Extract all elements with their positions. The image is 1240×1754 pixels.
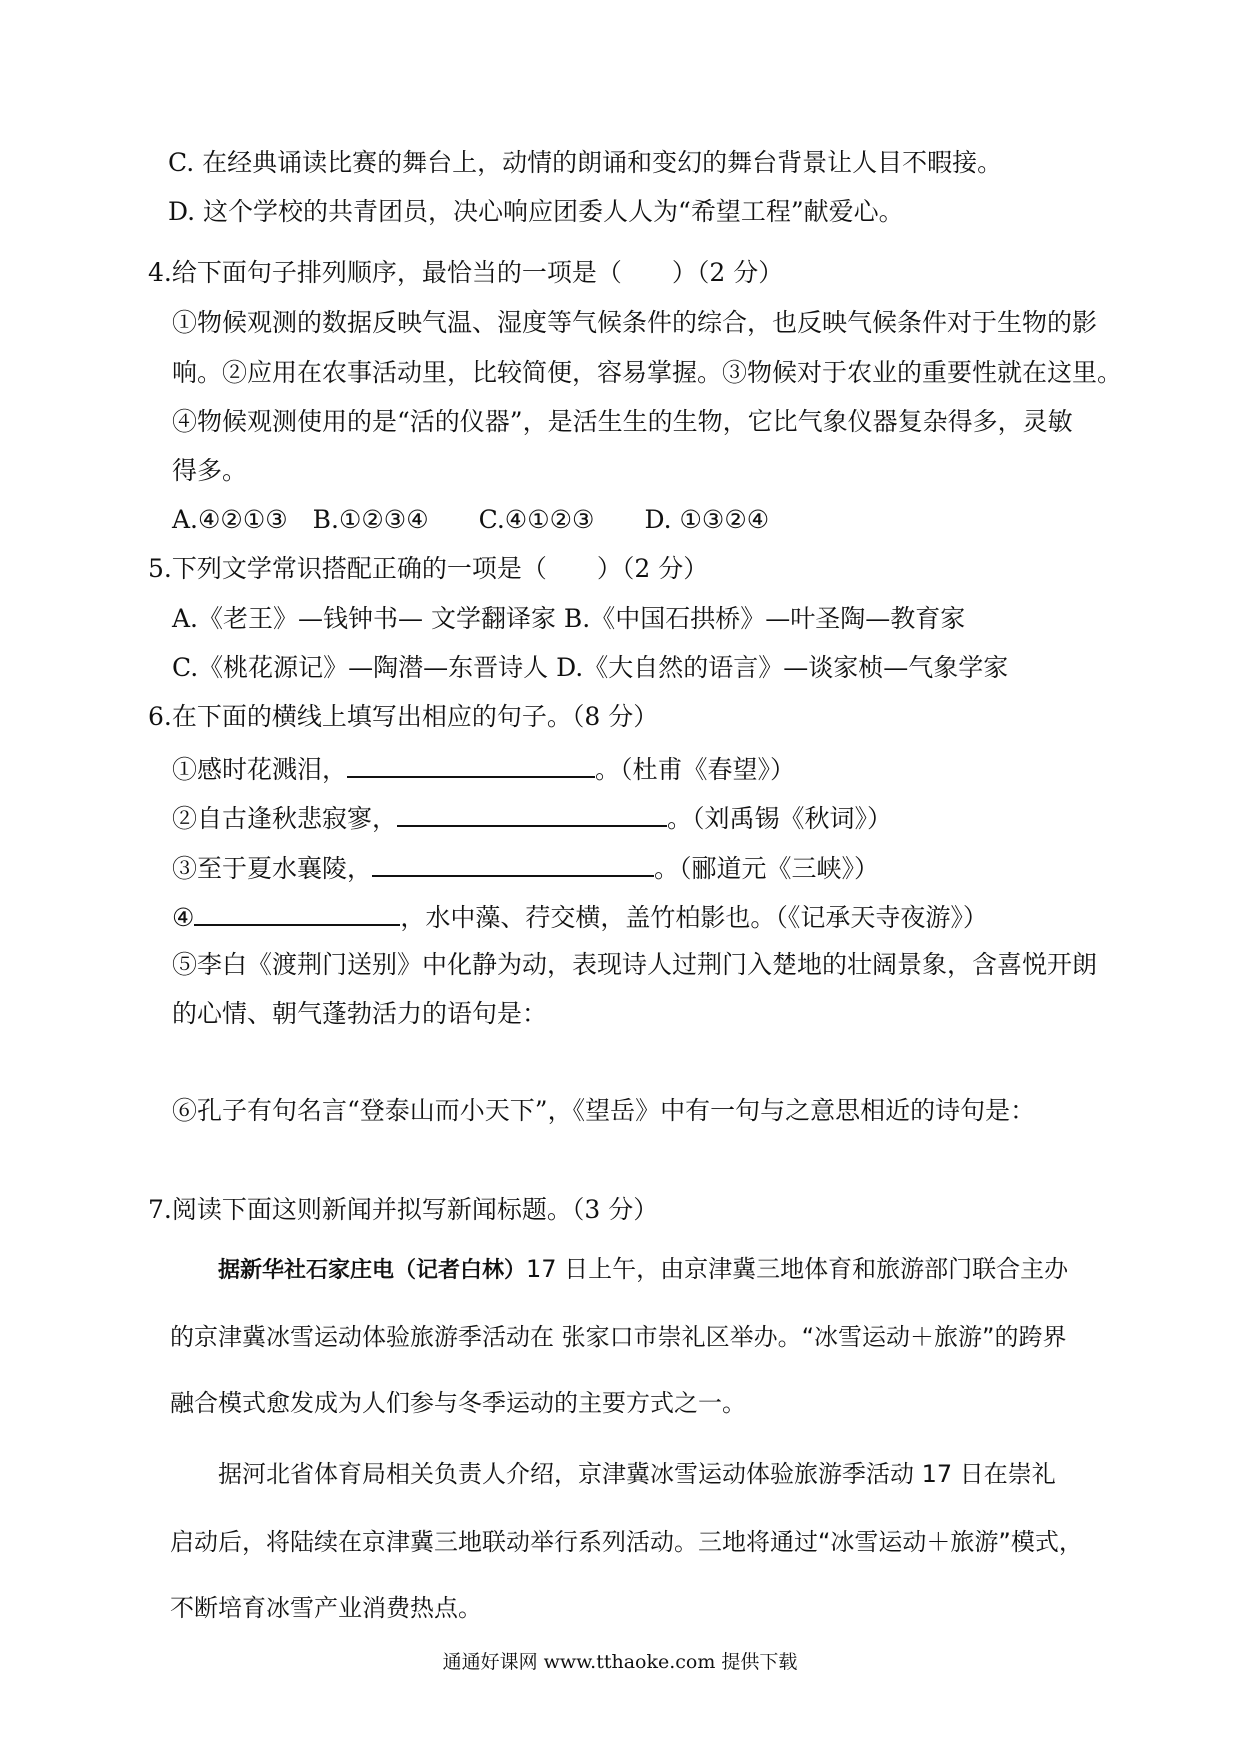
q6-item-2-suffix: 。（刘禹锡《秋词》）: [667, 804, 893, 833]
q6-item-1-suffix: 。（杜甫《春望》）: [595, 755, 796, 784]
q7-news-paragraph-2-line-1: 据河北省体育局相关负责人介绍，京津冀冰雪运动体验旅游季活动 17 日在崇礼: [218, 1460, 1056, 1488]
q6-item-5-line: ⑤李白《渡荆门送别》中化静为动，表现诗人过荆门入楚地的壮阔景象，含喜悦开朗: [172, 950, 1098, 979]
q6-item-1-prefix: ①感时花溅泪，: [172, 755, 348, 784]
q6-item-4-prefix: ④: [172, 903, 195, 932]
answer-blank[interactable]: [347, 750, 595, 778]
answer-blank[interactable]: [194, 898, 400, 926]
q3-option-c: C. 在经典诵读比赛的舞台上，动情的朗诵和变幻的舞台背景让人目不暇接。: [168, 148, 1003, 177]
q6-item-2-prefix: ②自古逢秋悲寂寥，: [172, 804, 398, 833]
q7-news-paragraph-1-line-2: 的京津冀冰雪运动体验旅游季活动在 张家口市崇礼区举办。“冰雪运动＋旅游”的跨界: [170, 1323, 1067, 1351]
q7-news-paragraph-1-line-3: 融合模式愈发成为人们参与冬季运动的主要方式之一。: [170, 1389, 746, 1417]
q5-options-line: C.《桃花源记》—陶潜—东晋诗人 D.《大自然的语言》—谈家桢—气象学家: [172, 653, 1009, 682]
q3-option-d: D. 这个学校的共青团员，决心响应团委人人为“希望工程”献爱心。: [168, 197, 904, 226]
q6-item-5-line: 的心情、朝气蓬勃活力的语句是：: [172, 999, 548, 1028]
q6-item-3-prefix: ③至于夏水襄陵，: [172, 854, 373, 883]
q7-news-paragraph-1-line-1: [218, 1252, 1068, 1288]
q4-text-line: ④物候观测使用的是“活的仪器”，是活生生的生物，它比气象仪器复杂得多，灵敏: [172, 407, 1073, 436]
q6-item-1: [172, 750, 795, 787]
q6-item-6: ⑥孔子有句名言“登泰山而小天下”，《望岳》中有一句与之意思相近的诗句是：: [172, 1096, 1036, 1125]
q6-item-2: [172, 799, 892, 836]
q4-text-line: ①物候观测的数据反映气温、湿度等气候条件的综合，也反映气候条件对于生物的影: [172, 308, 1098, 337]
q5-options-line: A.《老王》—钱钟书— 文学翻译家 B.《中国石拱桥》—叶圣陶—教育家: [172, 604, 966, 633]
q6-item-4: [172, 898, 988, 935]
answer-blank[interactable]: [372, 849, 654, 877]
q4-text-line: 响。②应用在农事活动里，比较简便，容易掌握。③物候对于农业的重要性就在这里。: [172, 358, 1123, 387]
q5-stem: 5.下列文学常识搭配正确的一项是（ ）（2 分）: [148, 554, 709, 583]
q4-options: A.④②①③ B.①②③④ C.④①②③ D. ①③②④: [172, 505, 770, 534]
page-footer: 通通好课网 www.tthaoke.com 提供下载: [442, 1651, 798, 1673]
q7-news-paragraph-2-line-3: 不断培育冰雪产业消费热点。: [170, 1594, 482, 1622]
news-byline: 据新华社石家庄电（记者白林）: [218, 1258, 527, 1283]
q6-item-4-suffix: ，水中藻、荇交横，盖竹柏影也。（《记承天寺夜游》）: [400, 903, 988, 932]
q7-news-paragraph-2-line-2: 启动后，将陆续在京津冀三地联动举行系列活动。三地将通过“冰雪运动＋旅游”模式，: [170, 1528, 1083, 1556]
news-text: 17 日上午，由京津冀三地体育和旅游部门联合主办: [526, 1255, 1069, 1283]
answer-blank[interactable]: [397, 799, 667, 827]
q7-stem: 7.阅读下面这则新闻并拟写新闻标题。（3 分）: [148, 1195, 659, 1224]
q6-stem: 6.在下面的横线上填写出相应的句子。（8 分）: [148, 702, 659, 731]
q6-item-3: [172, 849, 879, 886]
q6-item-3-suffix: 。（郦道元《三峡》）: [654, 854, 880, 883]
q4-stem: 4.给下面句子排列顺序，最恰当的一项是（ ）（2 分）: [148, 258, 784, 287]
q4-text-line: 得多。: [172, 456, 248, 485]
